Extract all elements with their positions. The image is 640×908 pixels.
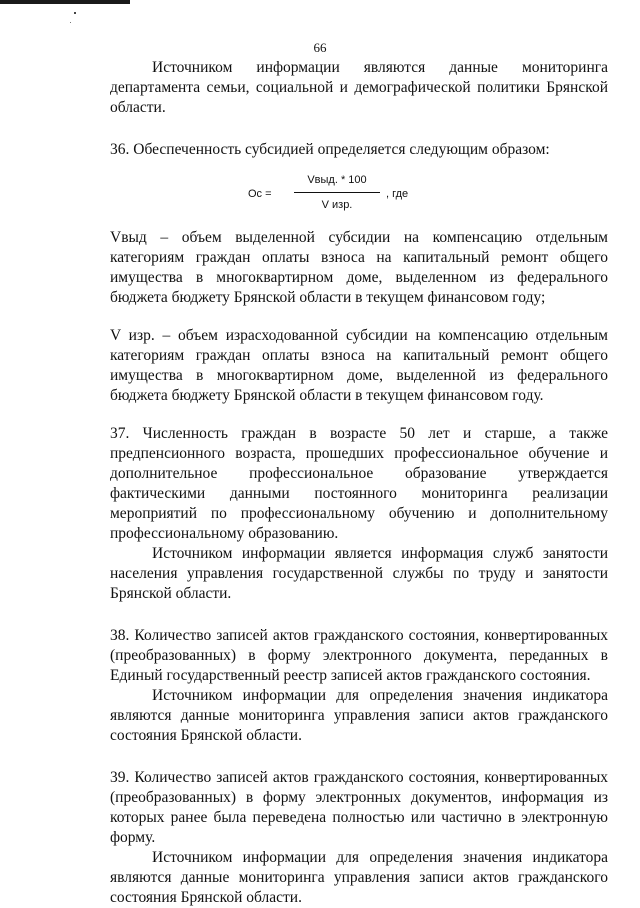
paragraph-item-39: 39. Количество записей актов гражданского состояния, конвертированных (преобразованных) в форму электронных документов, информация из которых ранее была переведена полностью или частично в электронную форму. [110,769,608,846]
page-number: 66 [313,40,327,55]
paragraph-vizr-definition: V изр. – объем израсходованной субсидии на компенсацию отдельным категориям граждан оплаты взноса на капитальный ремонт общего имущества в многоквартирном доме, выделенной из федерального бюджета бюджету Брянской области в текущем финансовом году. [110,327,608,404]
scan-speck [74,12,76,14]
scan-edge-mark [0,0,130,4]
formula-fraction [294,170,380,215]
paragraph-item-37: 37. Численность граждан в возрасте 50 лет и старше, а также предпенсионного возраста, прошедших профессиональное обучение и дополнительное профессиональное образование утверждается фактическими данными постоянного мониторинга реализации мероприятий по профессиональному обучению и дополнительному профессиональному образованию. [110,425,608,542]
paragraph-source-registry-39: Источником информации для определения значения индикатора являются данные мониторинга управления записи актов гражданского состояния Брянской области. [110,849,608,906]
paragraph-source-employment: Источником информации является информация служб занятости населения управления государственной службы по труду и занятости Брянской области. [110,545,608,602]
document-body [110,58,608,908]
formula-subsidy [110,168,608,228]
formula-numerator: Vвыд. * 100 [294,170,380,193]
paragraph-item-38: 38. Количество записей актов гражданского состояния, конвертированных (преобразованных) в форму электронного документа, переданных в Единый государственный реестр записей актов гражданского состояния. [110,627,608,684]
paragraph-vvyd-definition: Vвыд – объем выделенной субсидии на компенсацию отдельным категориям граждан оплаты взноса на капитальный ремонт общего имущества в многоквартирном доме, выделенном из федерального бюджета бюджету Брянской области в текущем финансовом году; [110,229,608,306]
paragraph-item-36: 36. Обеспеченность субсидией определяется следующим образом: [110,141,550,158]
formula-lhs: Ос = [248,188,272,200]
paragraph-source-registry-38: Источником информации для определения значения индикатора являются данные мониторинга управления записи актов гражданского состояния Брянской области. [110,687,608,744]
paragraph-source-department: Источником информации являются данные мониторинга департамента семьи, социальной и демографической политики Брянской области. [110,59,608,116]
formula-suffix: , где [386,188,409,200]
scan-speck [70,22,71,23]
formula-denominator: V изр. [321,199,353,211]
